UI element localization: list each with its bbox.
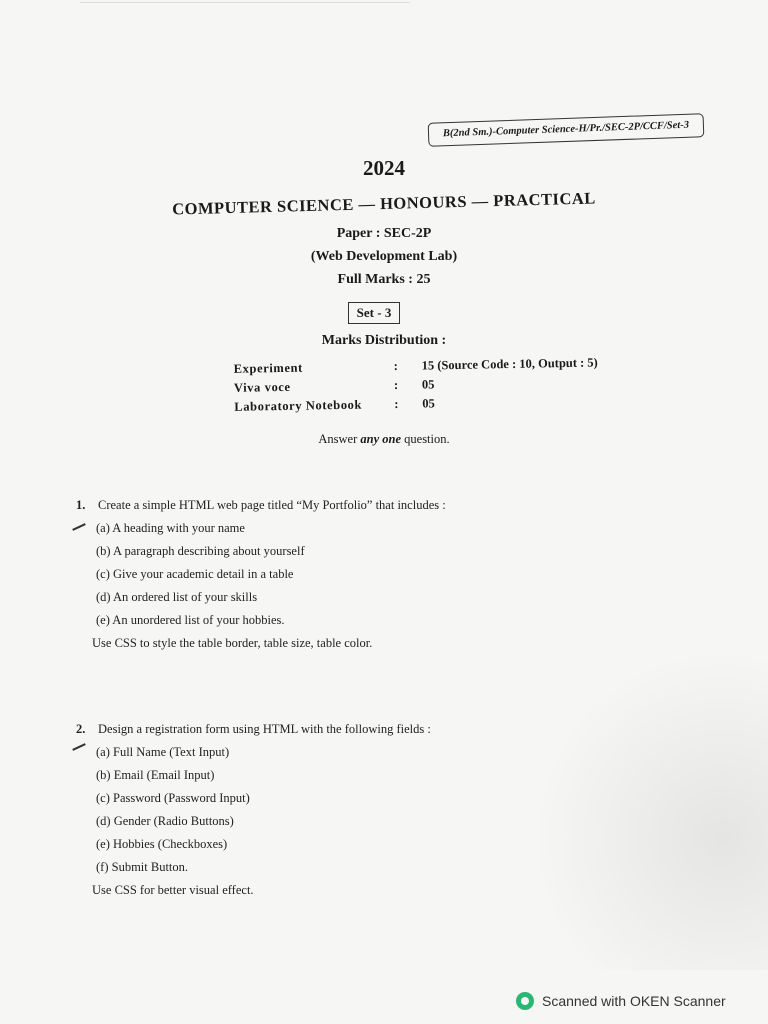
item-text: (c) Give your academic detail in a table [96,567,294,581]
instruction-prefix: Answer [318,432,361,446]
exam-year: 2024 [363,156,405,180]
instruction-suffix: question. [401,432,450,446]
question-text: Design a registration form using HTML with the following fields : [98,722,431,736]
oken-scanner-logo-icon [516,992,534,1010]
question-number: 1. [76,498,86,512]
paper-code-box: B(2nd Sm.)-Computer Science-H/Pr./SEC-2P/CCF/Set-3 [428,113,705,147]
marks-value: 05 [421,377,435,392]
item-text: (b) Email (Email Input) [96,768,215,782]
item-text: (d) Gender (Radio Buttons) [96,814,234,828]
instruction-emphasis: any one [360,432,402,446]
subject-title: COMPUTER SCIENCE — HONOURS — PRACTICAL [171,188,597,219]
marks-colon: : [393,358,398,374]
question-text: Create a simple HTML web page titled “My Portfolio” that includes : [98,498,446,512]
item-text: (b) A paragraph describing about yourself [96,544,305,558]
marks-distribution-title: Marks Distribution : [321,333,447,348]
note-text: Use CSS to style the table border, table size, table color. [92,636,373,650]
paper-code: Paper : SEC-2P [336,226,432,241]
full-marks: Full Marks : 25 [337,272,431,287]
item-text: (f) Submit Button. [96,860,189,874]
marks-distribution-table [234,354,675,419]
lab-title: (Web Development Lab) [310,249,458,264]
marks-value: 05 [422,396,435,411]
answer-instruction [0,432,768,447]
handwritten-tick-mark [72,743,86,751]
item-text: (d) An ordered list of your skills [96,590,258,604]
question-number: 2. [76,722,86,736]
marks-value: 15 (Source Code : 10, Output : 5) [421,355,598,373]
item-text: (c) Password (Password Input) [96,791,250,805]
marks-colon: : [394,396,399,412]
scanner-watermark-text: Scanned with OKEN Scanner [542,993,726,1009]
marks-label: Viva voce [233,379,291,395]
item-text: (e) An unordered list of your hobbies. [96,613,285,627]
marks-colon: : [393,377,399,393]
marks-label: Laboratory Notebook [234,397,363,414]
handwritten-tick-mark [72,523,86,531]
set-badge: Set - 3 [348,302,400,324]
scan-noise [538,640,768,970]
note-text: Use CSS for better visual effect. [92,883,254,897]
marks-label: Experiment [233,360,303,376]
item-text: (a) Full Name (Text Input) [96,745,230,759]
scan-edge-line [80,2,410,3]
scanner-watermark [516,990,768,1012]
item-text: (e) Hobbies (Checkboxes) [96,837,228,851]
item-text: (a) A heading with your name [96,521,245,535]
